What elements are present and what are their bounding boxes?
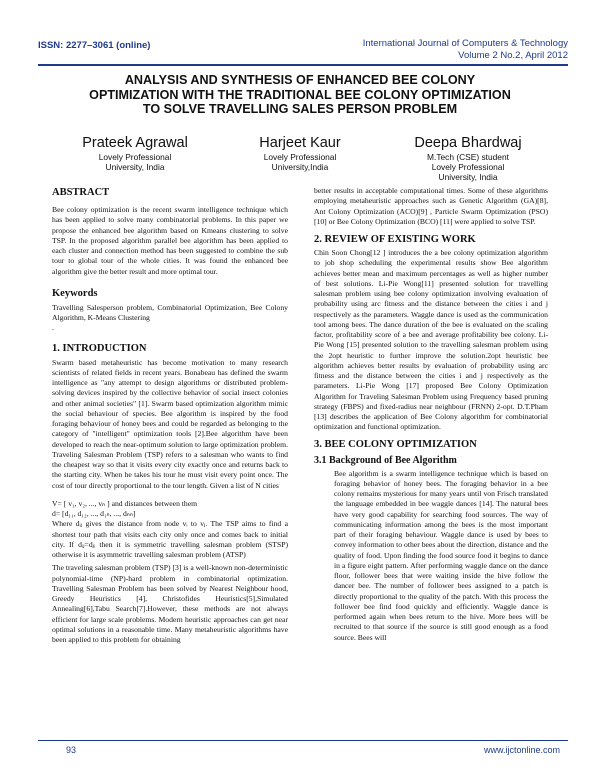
keywords-heading: Keywords (52, 287, 98, 299)
author-affiliation: Lovely Professional (263, 152, 337, 162)
author-block (235, 135, 365, 172)
bco-subheading: 3.1 Background of Bee Algorithm (314, 454, 457, 466)
author-name: Prateek Agrawal (82, 135, 188, 151)
journal-name: International Journal of Computers & Technology (362, 38, 568, 49)
author-block (70, 135, 200, 172)
intro-paragraph: Where dᵢⱼ gives the distance from node vᵢ to vⱼ. The TSP aims to find a shortest tour path that visits each city only once and comes back to initial city. If dᵢⱼ=dⱼᵢ then it is symmetric travelling salesman problem (STSP) otherwise it is asymmetric travelling salesman problem (ATSP) (52, 519, 288, 559)
keywords-dot: . (52, 323, 54, 333)
journal-url[interactable]: www.ijctonline.com (483, 745, 560, 755)
title-line: OPTIMIZATION WITH THE TRADITIONAL BEE COLONY OPTIMIZATION (89, 87, 511, 102)
author-name: Harjeet Kaur (259, 135, 341, 151)
bco-paragraph: Bee algorithm is a swarm intelligence technique which is based on foraging behavior of honey bees. The foraging behavior in a bee colony remains mysterious for many years until von Frisch translated the language embedded in bee waggle dances [14]. The natural bees have very good capability for searching food sources. The way of communicating information among the bees is the most important part of their foraging behaviour. Waggle dance is used by bees to convey information to other bees about the direction, distance and the quality of food. Upon finding the food source food it begins to dance in a figure eight pattern. After performing waggle dance on the dance floor, follower bees that were waiting inside the hive follow the dancer bee. The number of follower bees assigned to a patch is directly proportional to the quality of the patch. With this process the follower bee find food quickly and efficiently. Waggle dance is performed again when bees return to the hive. More bees will be recruited to that source if the source is still good enough as a food source. Bees will (334, 468, 548, 642)
author-affiliation: Lovely Professional (98, 152, 172, 162)
review-paragraph: Chin Soon Chong[12 ] introduces the a bee colony optimization algorithm to job shop scheduling the experimental results show Bee algorithm achieves better mean and maximum percentages as well as higher number of best solutions. Li-Pie Wong[11] presented solution for travelling salesman problem using bee colony optimization involving evaluation of probability using arc fitness and the distance between the cities i and j respectively as the parameters. Waggle dance is used as the communication tool among bees. The dance duration of the bee is evaluated on the scaling factor, profitability score of a bee and average profitability bee colony. Li-Pie Wong [15] presented solution to the travelling salesman problem using the 2opt heuristic to further improve the solution.2opt heuristic bee algorithm achieves better results by evaluation of probability using arc fitness and the distance between the cities i and j respectively as the parameters. Li-Pie Wong [17] proposed Bee Colony Optimization Algorithm for Traveling Salesman Problem using Frequency based pruning strategy (FBPS) and fixed-radius near neighbour (FRNN) 2-opt. D.T.Pham [13] describes the application of Bee Colony algorithm for combinatorial optimization and functional optimization. (314, 248, 548, 432)
issn-label: ISSN: 2277–3061 (online) (38, 40, 151, 51)
formula-v: V= [ v₁, v₂, ..., vₙ ] and distances between them (52, 498, 198, 508)
title-line: ANALYSIS AND SYNTHESIS OF ENHANCED BEE COLONY (124, 73, 476, 87)
right-column (314, 186, 548, 643)
left-column (52, 186, 288, 645)
author-affiliation: University, India (438, 172, 498, 183)
keywords-text: Travelling Salesperson problem, Combinatorial Optimization, Bee Colony Algorithm, K-Means Clustering (52, 302, 288, 322)
intro-continued: better results in acceptable computational times. Some of these algorithms employing metaheuristic approaches such as Genetic Algorithm (GA)[8], Ant Colony Optimization (ACO)[9] , Particle Swarm Optimization (PSO) [10] or Bee Colony Optimization (BCO) [11] were applied to solve TSP. (314, 186, 548, 226)
page-number: 93 (66, 745, 77, 755)
author-name: Deepa Bhardwaj (414, 135, 522, 151)
footer-rule (38, 740, 568, 741)
journal-header (363, 38, 568, 62)
abstract-heading: ABSTRACT (52, 187, 110, 198)
intro-paragraph: Swarm based metaheuristic has become motivation to many research scientists of related fields in recent years. Bonabeau has defined the swarm intelligence as "any attempt to design algorithms or distributed problem-solving devices inspired by the collective behavior of social insect colonies and other animal societies" [1]. Swarm based optimization algorithm mimic the social behaviour of species. Bee algorithm is inspired by the food foraging behaviour of honey bees and could be regarded as belonging to the category of "intelligent" optimization tools [2].Bee algorithm have been developed to reach the near-optimum solution to large optimization problem. Traveling Salesman Problem (TSP) refers to a salesman who wants to find the cheapest way so that it visits every city exactly once and returns back to the starting city. When he takes his tour he must visit every point once. The cost of tour directly proportional to the tour length. Given a list of N cities (52, 357, 288, 490)
abstract-text: Bee colony optimization is the recent swarm intelligence technique which has been applied to solve many combinatorial problems. In this paper we propose the enhanced bee algorithm based on Kmeans clustering to solve TSP. In the proposed algorithm parallel bee algorithm has been applied to each cluster and connection method has been suggested to combine the sub tour to global tour of the whole cities. It was found the enhanced bee algorithm give the better result and more optimal tour. (52, 205, 288, 276)
author-block (398, 135, 538, 183)
review-heading: 2. REVIEW OF EXISTING WORK (314, 234, 476, 245)
introduction-heading: 1. INTRODUCTION (52, 342, 147, 354)
paper-title (40, 73, 560, 117)
author-affiliation: University,India (271, 162, 329, 173)
author-affiliation: University, India (105, 162, 165, 173)
bco-heading: 3. BEE COLONY OPTIMIZATION (314, 438, 477, 450)
volume-info: Volume 2 No.2, April 2012 (458, 50, 568, 61)
header-rule (38, 64, 568, 66)
title-line: TO SOLVE TRAVELLING SALES PERSON PROBLEM (142, 102, 458, 117)
intro-paragraph: The traveling salesman problem (TSP) [3] is a well-known non-deterministic polynomial-time (NP)-hard problem in combinatorial optimization. Travelling Salesman Problem has been solved by Nearest Neighbour hood, Greedy Heuristics [4], Christofides Heuristics[5],Simulated Annealing[6],Tabu Search[7].However, these methods are not always efficient for large scale problems. Modern heuristic approaches can get near optimal solutions in a reasonable time. Many metaheuristic algorithms have been applied to this problem for obtaining (52, 563, 288, 644)
author-affiliation: M.Tech (CSE) student (427, 152, 509, 162)
author-affiliation: Lovely Professional (431, 162, 505, 173)
formula-d: d= [d₁₁, d₁₂, ..., d₁ₙ, ..., dₙₙ] (52, 509, 136, 518)
